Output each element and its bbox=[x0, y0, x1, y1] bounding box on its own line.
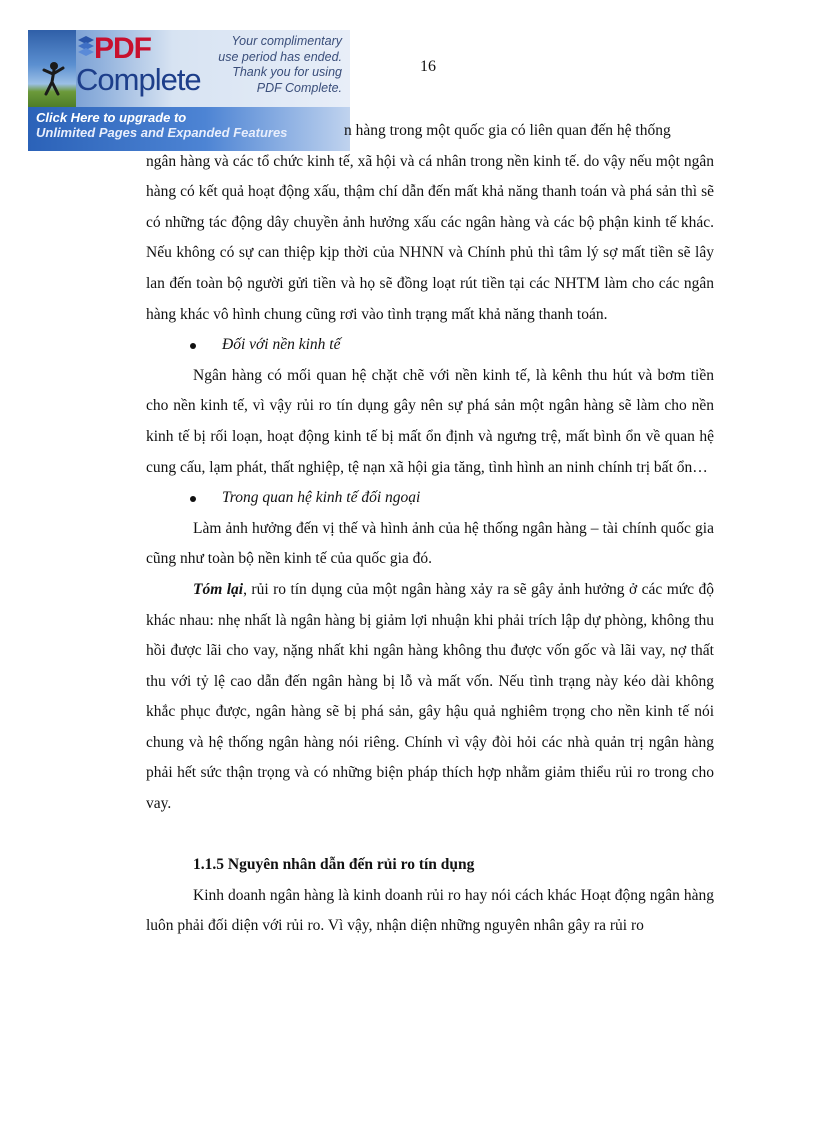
paragraph: ngân hàng và các tổ chức kinh tế, xã hội và cá nhân trong nền kinh tế. do vậy nếu một ngân hàng có kết quả hoạt động xấu, thậm chí dẫn đến mất khả năng thanh toán và phá sản thì sẽ có những tác động dây chuyền ảnh hưởng xấu các ngân hàng và các bộ phận kinh tế khác. Nếu không có sự can thiệp kịp thời của NHNN và Chính phủ thì tâm lý sợ mất tiền sẽ lây lan đến toàn bộ người gửi tiền và họ sẽ đồng loạt rút tiền tại các NHTM làm cho các ngân hàng khác vô hình chung cũng rơi vào tình trạng mất khả năng thanh toán. bbox=[146, 152, 714, 323]
summary-text: , rủi ro tín dụng của một ngân hàng xảy ra sẽ gây ảnh hưởng ở các mức độ khác nhau: nhẹ nhất là ngân hàng bị giảm lợi nhuận khi phải trích lập dự phòng, không thu hồi được lãi cho vay, nặng nhất khi ngân hàng không thu được vốn gốc và lãi vay, nợ thất thu với tỷ lệ cao dẫn đến ngân hàng bị lỗ và mất vốn. Nếu tình trạng này kéo dài không khắc phục được, ngân hàng sẽ bị phá sản, gây hậu quả nghiêm trọng cho nền kinh tế nói chung và hệ thống ngân hàng nói riêng. Chính vì vậy đòi hỏi các nhà quản trị ngân hàng phải hết sức thận trọng và có những biện pháp thích hợp nhằm giảm thiểu rủi ro trong cho vay. bbox=[146, 580, 714, 813]
paragraph: Làm ảnh hưởng đến vị thế và hình ảnh của hệ thống ngân hàng – tài chính quốc gia cũng như toàn bộ nền kinh tế của quốc gia đó. bbox=[146, 519, 714, 568]
section-heading: 1.1.5 Nguyên nhân dẫn đến rủi ro tín dụng bbox=[193, 856, 475, 874]
summary-lead: Tóm lại bbox=[193, 580, 244, 598]
bullet-item bbox=[146, 483, 714, 514]
paragraph-fragment: n hàng trong một quốc gia có liên quan đến hệ thống bbox=[344, 122, 671, 139]
upgrade-link-line1[interactable]: Click Here to upgrade to bbox=[36, 110, 187, 125]
logo-pdf-text: PDF bbox=[94, 32, 151, 65]
bullet-item bbox=[146, 330, 714, 361]
document-body bbox=[146, 116, 714, 942]
pdf-logo-mark-icon bbox=[76, 36, 96, 62]
banner-photo bbox=[28, 30, 76, 107]
promo-line: use period has ended. bbox=[218, 49, 342, 64]
paragraph: Kinh doanh ngân hàng là kinh doanh rủi ro hay nói cách khác Hoạt động ngân hàng luôn phải đối diện với rủi ro. Vì vậy, nhận diện những nguyên nhân gây ra rủi ro bbox=[146, 886, 714, 935]
summary-paragraph bbox=[146, 575, 714, 820]
promo-message bbox=[192, 34, 342, 96]
promo-line: Thank you for using bbox=[232, 65, 342, 79]
upgrade-link-line2[interactable]: Unlimited Pages and Expanded Features bbox=[36, 125, 288, 140]
promo-line: PDF Complete. bbox=[256, 80, 342, 95]
person-figure-icon bbox=[38, 58, 68, 98]
page-number: 16 bbox=[420, 58, 436, 75]
promo-line: Your complimentary bbox=[231, 34, 342, 48]
bullet-label: Trong quan hệ kinh tế đối ngoại bbox=[222, 489, 421, 507]
bullet-label: Đối với nền kinh tế bbox=[222, 336, 341, 354]
logo-complete-text: Complete bbox=[76, 62, 201, 97]
paragraph: Ngân hàng có mối quan hệ chặt chẽ với nền kinh tế, là kênh thu hút và bơm tiền cho nền kinh tế, vì vậy rủi ro tín dụng gây nên sự phá sản một ngân hàng sẽ làm cho nền kinh tế bị rối loạn, hoạt động kinh tế bị mất ổn định và ngưng trệ, mất bình ổn về quan hệ cung cấu, lạm phát, thất nghiệp, tệ nạn xã hội gia tăng, tình hình an ninh chính trị bất ổn… bbox=[146, 366, 714, 476]
